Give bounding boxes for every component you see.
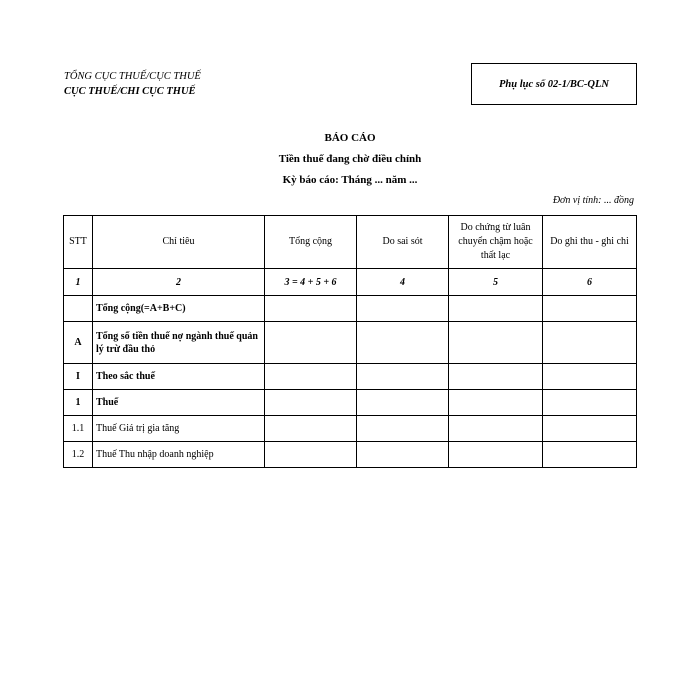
table-cell: [357, 364, 449, 390]
column-number: 6: [543, 269, 637, 296]
table-cell: [449, 364, 543, 390]
table-cell: [543, 442, 637, 468]
table-cell: [543, 416, 637, 442]
table-cell: [543, 322, 637, 364]
table-header-row: [64, 216, 637, 269]
appendix-reference-box: [471, 63, 637, 105]
table-row: [64, 322, 637, 364]
column-number: 4: [357, 269, 449, 296]
report-table: [63, 215, 637, 468]
table-row: [64, 390, 637, 416]
column-number: 1: [64, 269, 93, 296]
column-number: 2: [93, 269, 265, 296]
table-row: [64, 442, 637, 468]
org-line-1: TỔNG CỤC THUẾ/CỤC THUẾ: [64, 71, 201, 82]
row-stt: A: [64, 322, 93, 364]
table-cell: [449, 296, 543, 322]
row-label: Thuế Thu nhập doanh nghiệp: [93, 442, 265, 468]
table-cell: [357, 296, 449, 322]
row-stt: 1.2: [64, 442, 93, 468]
report-period: Kỳ báo cáo: Tháng ... năm ...: [282, 174, 418, 186]
table-cell: [357, 442, 449, 468]
table-row: [64, 296, 637, 322]
table-cell: [357, 390, 449, 416]
row-stt: I: [64, 364, 93, 390]
report-subtitle: Tiền thuế đang chờ điều chỉnh: [278, 153, 422, 165]
table-cell: [543, 364, 637, 390]
header-stt: STT: [64, 216, 93, 269]
table-cell: [265, 390, 357, 416]
header-delayed-documents: Do chứng từ luân chuyển chậm hoặc thất lạc: [449, 216, 543, 269]
row-stt: 1: [64, 390, 93, 416]
row-stt: [64, 296, 93, 322]
column-number: 5: [449, 269, 543, 296]
table-row: [64, 416, 637, 442]
row-label: Tổng số tiền thuế nợ ngành thuế quản lý trừ đầu thỏ: [93, 322, 265, 364]
header-total: Tổng cộng: [265, 216, 357, 269]
row-label: Tổng cộng(=A+B+C): [93, 296, 265, 322]
table-cell: [265, 296, 357, 322]
table-cell: [449, 442, 543, 468]
table-cell: [265, 322, 357, 364]
table-cell: [265, 442, 357, 468]
row-label: Thuế: [93, 390, 265, 416]
column-number: 3 = 4 + 5 + 6: [265, 269, 357, 296]
table-cell: [357, 416, 449, 442]
table-cell: [449, 322, 543, 364]
unit-label: Đơn vị tính: ... đồng: [552, 195, 634, 206]
header-revenue-expenditure: Do ghi thu - ghi chi: [543, 216, 637, 269]
row-stt: 1.1: [64, 416, 93, 442]
column-number-row: [64, 269, 637, 296]
appendix-reference: Phụ lục số 02-1/BC-QLN: [499, 78, 609, 90]
row-label: Thuế Giá trị gia tăng: [93, 416, 265, 442]
row-label: Theo sắc thuế: [93, 364, 265, 390]
table-cell: [543, 296, 637, 322]
table-cell: [449, 390, 543, 416]
table-cell: [265, 364, 357, 390]
report-title: BÁO CÁO: [324, 132, 376, 144]
header-indicator: Chỉ tiêu: [93, 216, 265, 269]
table-cell: [357, 322, 449, 364]
table-cell: [449, 416, 543, 442]
table-cell: [265, 416, 357, 442]
org-line-2: CỤC THUẾ/CHI CỤC THUẾ: [64, 86, 196, 97]
table-cell: [543, 390, 637, 416]
issuing-organization: [64, 69, 201, 99]
header-errors: Do sai sót: [357, 216, 449, 269]
table-row: [64, 364, 637, 390]
